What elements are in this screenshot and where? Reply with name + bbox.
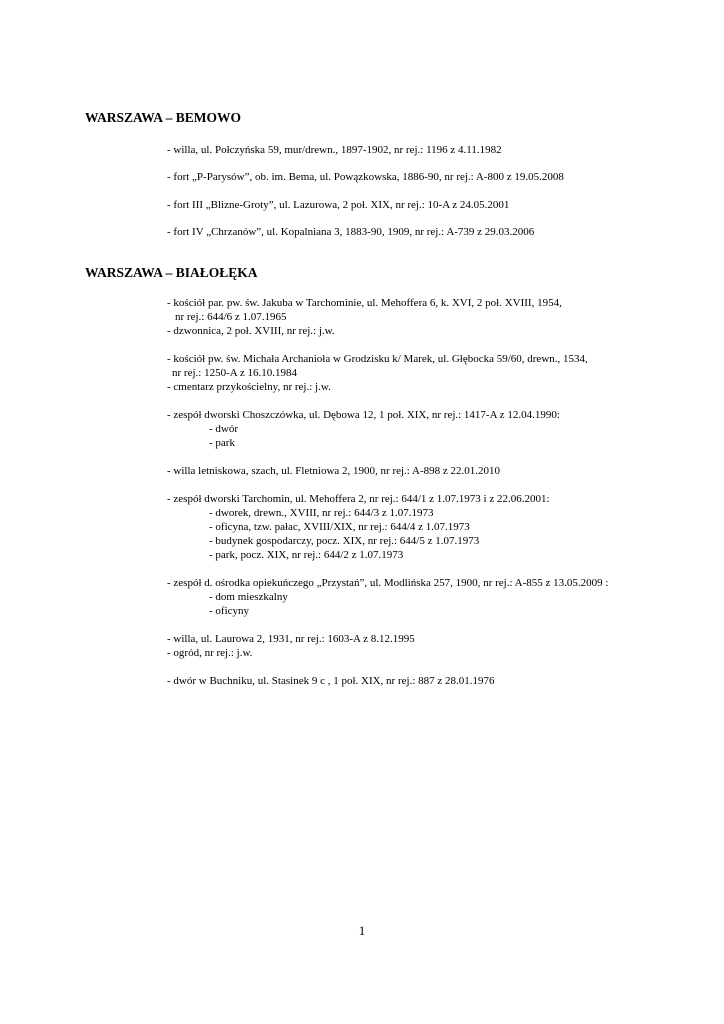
section-heading-bialoleka: WARSZAWA – BIAŁOŁĘKA: [85, 265, 258, 280]
entry-line: - zespół dworski Choszczówka, ul. Dębowa 12, 1 poł. XIX, nr rej.: 1417-A z 12.04.1990:: [167, 409, 560, 421]
entry-line: - cmentarz przykościelny, nr rej.: j.w.: [167, 381, 331, 393]
entry-line-continuation: nr rej.: 644/6 z 1.07.1965: [175, 311, 287, 323]
entry-line: - fort IV „Chrzanów”, ul. Kopalniana 3, 1883-90, 1909, nr rej.: A-739 z 29.03.2006: [167, 226, 535, 238]
entry-line: - fort III „Blizne-Groty”, ul. Lazurowa, 2 poł. XIX, nr rej.: 10-A z 24.05.2001: [167, 199, 510, 211]
entry-line: - dwór w Buchniku, ul. Stasinek 9 c , 1 poł. XIX, nr rej.: 887 z 28.01.1976: [167, 675, 495, 687]
sub-entry-line: - dworek, drewn., XVIII, nr rej.: 644/3 z 1.07.1973: [209, 507, 434, 519]
entry-line: - fort „P-Parysów”, ob. im. Bema, ul. Powązkowska, 1886-90, nr rej.: A-800 z 19.05.2008: [167, 171, 564, 183]
entry-line: - kościół pw. św. Michała Archanioła w Grodzisku k/ Marek, ul. Głębocka 59/60, drewn., 1534,: [167, 353, 588, 365]
sub-entry-line: - oficyna, tzw. pałac, XVIII/XIX, nr rej.: 644/4 z 1.07.1973: [209, 521, 470, 533]
entry-line: - zespół dworski Tarchomin, ul. Mehoffera 2, nr rej.: 644/1 z 1.07.1973 i z 22.06.2001:: [167, 493, 550, 505]
entry-line-continuation: nr rej.: 1250-A z 16.10.1984: [172, 367, 297, 379]
section-heading-bemowo: WARSZAWA – BEMOWO: [85, 110, 242, 125]
sub-entry-line: - park, pocz. XIX, nr rej.: 644/2 z 1.07.1973: [209, 549, 404, 561]
sub-entry-line: - dom mieszkalny: [209, 591, 288, 603]
entry-line: - ogród, nr rej.: j.w.: [167, 647, 253, 659]
entry-line: - kościół par. pw. św. Jakuba w Tarchominie, ul. Mehoffera 6, k. XVI, 2 poł. XVIII, 1954,: [167, 297, 562, 309]
sub-entry-line: - park: [209, 437, 235, 449]
sub-entry-line: - dwór: [209, 423, 239, 435]
page-number: 1: [358, 923, 366, 938]
entry-line: - zespół d. ośrodka opiekuńczego „Przystań”, ul. Modlińska 257, 1900, nr rej.: A-855 z 13.05.2009 :: [167, 577, 609, 589]
entry-line: - willa, ul. Połczyńska 59, mur/drewn., 1897-1902, nr rej.: 1196 z 4.11.1982: [167, 144, 502, 156]
entry-line: - willa, ul. Laurowa 2, 1931, nr rej.: 1603-A z 8.12.1995: [167, 633, 415, 645]
sub-entry-line: - budynek gospodarczy, pocz. XIX, nr rej.: 644/5 z 1.07.1973: [209, 535, 480, 547]
entry-line: - dzwonnica, 2 poł. XVIII, nr rej.: j.w.: [167, 325, 335, 337]
sub-entry-line: - oficyny: [209, 605, 250, 617]
entry-line: - willa letniskowa, szach, ul. Fletniowa 2, 1900, nr rej.: A-898 z 22.01.2010: [167, 465, 500, 477]
